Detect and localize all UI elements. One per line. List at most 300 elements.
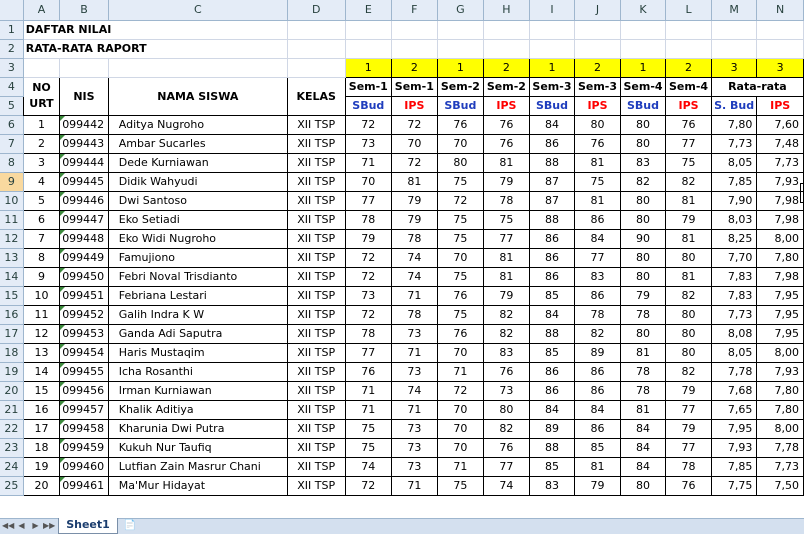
cell-score[interactable]: 76 [437, 286, 484, 305]
cell[interactable] [529, 39, 575, 58]
cell-nis[interactable]: 099455 [60, 362, 109, 381]
cell-score[interactable]: 75 [437, 210, 484, 229]
cell-nama-siswa[interactable]: Aditya Nugroho [108, 115, 287, 134]
row-header[interactable]: 4 [0, 77, 23, 96]
cell-no-urut[interactable]: 14 [23, 362, 59, 381]
row-header[interactable]: 6 [0, 115, 23, 134]
cell-score[interactable]: 82 [666, 362, 712, 381]
row-header[interactable]: 25 [0, 476, 23, 495]
cell-score[interactable]: 84 [575, 400, 621, 419]
cell-score[interactable]: 77 [345, 191, 392, 210]
cell-no-urut[interactable]: 6 [23, 210, 59, 229]
cell-kelas[interactable]: XII TSP [287, 400, 345, 419]
cell[interactable] [757, 20, 804, 39]
cell-kelas[interactable]: XII TSP [287, 229, 345, 248]
header-subject-sbud[interactable]: SBud [345, 96, 392, 115]
cell-score[interactable]: 76 [666, 476, 712, 495]
cell-average-sbud[interactable]: 7,93 [711, 438, 757, 457]
cell-no-urut[interactable]: 20 [23, 476, 59, 495]
cell-no-urut[interactable]: 10 [23, 286, 59, 305]
cell-score[interactable]: 77 [484, 457, 530, 476]
cell-kelas[interactable]: XII TSP [287, 381, 345, 400]
cell-score[interactable]: 76 [484, 134, 530, 153]
row-header[interactable]: 1 [0, 20, 23, 39]
column-header-e[interactable]: E [345, 0, 392, 20]
cell[interactable] [575, 20, 621, 39]
cell-score[interactable]: 86 [575, 381, 621, 400]
cell-score[interactable]: 76 [437, 324, 484, 343]
cell-score[interactable]: 81 [484, 267, 530, 286]
cell-nis[interactable]: 099459 [60, 438, 109, 457]
cell-no-urut[interactable]: 5 [23, 191, 59, 210]
cell-average-ips[interactable]: 7,60 [757, 115, 804, 134]
cell-nama-siswa[interactable]: Lutfian Zain Masrur Chani [108, 457, 287, 476]
header-nis[interactable]: NIS [60, 77, 109, 115]
cell-nis[interactable]: 099452 [60, 305, 109, 324]
cell-score[interactable]: 80 [620, 134, 666, 153]
cell-kelas[interactable]: XII TSP [287, 305, 345, 324]
cell-score[interactable]: 74 [484, 476, 530, 495]
cell-score[interactable]: 74 [392, 267, 438, 286]
cell-kelas[interactable]: XII TSP [287, 267, 345, 286]
cell[interactable] [757, 39, 804, 58]
cell-nis[interactable]: 099444 [60, 153, 109, 172]
cell-score[interactable]: 86 [529, 248, 575, 267]
header-semester[interactable]: Sem-1 [392, 77, 438, 96]
cell-nama-siswa[interactable]: Ma'Mur Hidayat [108, 476, 287, 495]
cell-score[interactable]: 82 [575, 324, 621, 343]
cell[interactable] [345, 20, 392, 39]
cell-score[interactable]: 86 [529, 267, 575, 286]
cell-score[interactable]: 80 [620, 191, 666, 210]
cell-average-ips[interactable]: 7,93 [757, 362, 804, 381]
cell-score[interactable]: 85 [529, 286, 575, 305]
cell-no-urut[interactable]: 17 [23, 419, 59, 438]
cell-nis[interactable]: 099445 [60, 172, 109, 191]
cell-score[interactable]: 81 [575, 457, 621, 476]
cell-average-ips[interactable]: 7,98 [757, 191, 804, 210]
cell-score[interactable]: 78 [620, 381, 666, 400]
cell-score[interactable]: 86 [575, 286, 621, 305]
cell-score[interactable]: 76 [437, 115, 484, 134]
cell[interactable] [484, 39, 530, 58]
cell-score[interactable]: 71 [437, 362, 484, 381]
cell[interactable] [666, 20, 712, 39]
cell-kelas[interactable]: XII TSP [287, 134, 345, 153]
cell-nama-siswa[interactable]: Ganda Adi Saputra [108, 324, 287, 343]
column-header-b[interactable]: B [60, 0, 109, 20]
cell-no-urut[interactable]: 11 [23, 305, 59, 324]
header-subject-ips[interactable]: IPS [757, 96, 804, 115]
cell-score[interactable]: 90 [620, 229, 666, 248]
cell[interactable] [287, 39, 345, 58]
cell-average-ips[interactable]: 7,48 [757, 134, 804, 153]
cell-average-sbud[interactable]: 7,70 [711, 248, 757, 267]
cell-score[interactable]: 70 [437, 248, 484, 267]
cell-score[interactable]: 82 [484, 419, 530, 438]
cell-average-ips[interactable]: 7,98 [757, 267, 804, 286]
cell-score[interactable]: 70 [437, 419, 484, 438]
cell-score[interactable]: 77 [666, 400, 712, 419]
cell-no-urut[interactable]: 19 [23, 457, 59, 476]
semester-code-cell[interactable]: 3 [757, 58, 804, 77]
semester-code-cell[interactable]: 1 [620, 58, 666, 77]
cell-average-ips[interactable]: 7,50 [757, 476, 804, 495]
cell-score[interactable]: 72 [345, 476, 392, 495]
cell-score[interactable]: 79 [484, 286, 530, 305]
cell-score[interactable]: 84 [529, 115, 575, 134]
column-header-h[interactable]: H [484, 0, 530, 20]
row-header[interactable]: 17 [0, 324, 23, 343]
cell-score[interactable]: 71 [437, 457, 484, 476]
column-header-k[interactable]: K [620, 0, 666, 20]
cell-score[interactable]: 78 [345, 324, 392, 343]
cell-score[interactable]: 70 [437, 343, 484, 362]
cell[interactable] [23, 58, 59, 77]
cell-kelas[interactable]: XII TSP [287, 286, 345, 305]
next-sheet-icon[interactable]: ▶ [32, 521, 39, 530]
header-subject-sbud[interactable]: S. Bud [711, 96, 757, 115]
cell-score[interactable]: 71 [392, 343, 438, 362]
cell-kelas[interactable]: XII TSP [287, 210, 345, 229]
cell-score[interactable]: 85 [529, 457, 575, 476]
cell[interactable] [392, 39, 438, 58]
cell-score[interactable]: 80 [575, 115, 621, 134]
cell-no-urut[interactable]: 16 [23, 400, 59, 419]
cell-score[interactable]: 79 [620, 286, 666, 305]
row-header[interactable]: 13 [0, 248, 23, 267]
cell-nama-siswa[interactable]: Icha Rosanthi [108, 362, 287, 381]
cell-score[interactable]: 76 [575, 134, 621, 153]
cell-score[interactable]: 74 [392, 248, 438, 267]
header-subject-ips[interactable]: IPS [484, 96, 530, 115]
row-header[interactable]: 10 [0, 191, 23, 210]
semester-code-cell[interactable]: 1 [529, 58, 575, 77]
cell-kelas[interactable]: XII TSP [287, 362, 345, 381]
cell-score[interactable]: 73 [392, 457, 438, 476]
cell-score[interactable]: 81 [666, 191, 712, 210]
cell-score[interactable]: 81 [575, 191, 621, 210]
cell[interactable] [287, 58, 345, 77]
cell-no-urut[interactable]: 2 [23, 134, 59, 153]
cell-average-ips[interactable]: 7,80 [757, 381, 804, 400]
cell-nama-siswa[interactable]: Khalik Aditiya [108, 400, 287, 419]
cell-score[interactable]: 80 [620, 115, 666, 134]
cell-score[interactable]: 72 [345, 305, 392, 324]
header-subject-sbud[interactable]: SBud [437, 96, 484, 115]
header-rata-rata[interactable]: Rata-rata [711, 77, 803, 96]
cell-kelas[interactable]: XII TSP [287, 191, 345, 210]
cell-no-urut[interactable]: 1 [23, 115, 59, 134]
row-header[interactable]: 7 [0, 134, 23, 153]
cell-score[interactable]: 80 [437, 153, 484, 172]
cell-average-sbud[interactable]: 8,05 [711, 343, 757, 362]
cell-score[interactable]: 80 [620, 324, 666, 343]
cell-no-urut[interactable]: 4 [23, 172, 59, 191]
sheet-subtitle[interactable]: RATA-RATA RAPORT [23, 39, 287, 58]
cell[interactable] [666, 39, 712, 58]
row-header[interactable]: 12 [0, 229, 23, 248]
row-header[interactable]: 19 [0, 362, 23, 381]
cell-nama-siswa[interactable]: Haris Mustaqim [108, 343, 287, 362]
cell-score[interactable]: 80 [666, 343, 712, 362]
cell-average-sbud[interactable]: 7,83 [711, 286, 757, 305]
cell-average-ips[interactable]: 7,95 [757, 324, 804, 343]
column-header-n[interactable]: N [757, 0, 804, 20]
cell-score[interactable]: 79 [392, 191, 438, 210]
cell-average-sbud[interactable]: 7,73 [711, 305, 757, 324]
semester-code-cell[interactable]: 2 [392, 58, 438, 77]
header-semester[interactable]: Sem-2 [437, 77, 484, 96]
header-subject-ips[interactable]: IPS [666, 96, 712, 115]
cell[interactable] [108, 58, 287, 77]
row-header[interactable]: 18 [0, 343, 23, 362]
cell-score[interactable]: 80 [620, 267, 666, 286]
cell-no-urut[interactable]: 9 [23, 267, 59, 286]
cell-score[interactable]: 86 [575, 419, 621, 438]
row-header[interactable]: 21 [0, 400, 23, 419]
cell-nis[interactable]: 099454 [60, 343, 109, 362]
row-header[interactable]: 2 [0, 39, 23, 58]
cell-score[interactable]: 73 [392, 324, 438, 343]
cell[interactable] [60, 58, 109, 77]
cell-score[interactable]: 79 [666, 210, 712, 229]
cell-score[interactable]: 75 [666, 153, 712, 172]
cell-score[interactable]: 79 [666, 381, 712, 400]
cell-nama-siswa[interactable]: Kukuh Nur Taufiq [108, 438, 287, 457]
cell-score[interactable]: 82 [620, 172, 666, 191]
cell-score[interactable]: 81 [484, 248, 530, 267]
cell[interactable] [711, 20, 757, 39]
cell-score[interactable]: 80 [620, 476, 666, 495]
cell-nis[interactable]: 099449 [60, 248, 109, 267]
cell-score[interactable]: 77 [575, 248, 621, 267]
cell-kelas[interactable]: XII TSP [287, 457, 345, 476]
cell-score[interactable]: 82 [484, 324, 530, 343]
cell-score[interactable]: 84 [529, 400, 575, 419]
cell-score[interactable]: 71 [345, 381, 392, 400]
cell-score[interactable]: 76 [666, 115, 712, 134]
column-header-i[interactable]: I [529, 0, 575, 20]
row-header[interactable]: 9 [0, 172, 23, 191]
cell[interactable] [345, 39, 392, 58]
cell-score[interactable]: 86 [529, 362, 575, 381]
cell-score[interactable]: 72 [392, 153, 438, 172]
header-semester[interactable]: Sem-2 [484, 77, 530, 96]
cell[interactable] [620, 20, 666, 39]
row-header[interactable]: 11 [0, 210, 23, 229]
cell-nama-siswa[interactable]: Febriana Lestari [108, 286, 287, 305]
cell-score[interactable]: 86 [575, 362, 621, 381]
cell-score[interactable]: 86 [529, 229, 575, 248]
cell-average-ips[interactable]: 7,98 [757, 210, 804, 229]
cell-score[interactable]: 81 [620, 400, 666, 419]
cell-no-urut[interactable]: 15 [23, 381, 59, 400]
cell-score[interactable]: 73 [392, 362, 438, 381]
cell[interactable] [437, 20, 484, 39]
cell-score[interactable]: 87 [529, 172, 575, 191]
cell-score[interactable]: 82 [666, 172, 712, 191]
column-header-g[interactable]: G [437, 0, 484, 20]
cell[interactable] [711, 39, 757, 58]
cell-average-sbud[interactable]: 7,80 [711, 115, 757, 134]
cell-score[interactable]: 86 [529, 134, 575, 153]
cell-nis[interactable]: 099456 [60, 381, 109, 400]
cell-score[interactable]: 71 [392, 286, 438, 305]
cell-nis[interactable]: 099450 [60, 267, 109, 286]
cell-average-sbud[interactable]: 7,75 [711, 476, 757, 495]
cell-score[interactable]: 84 [529, 305, 575, 324]
cell-score[interactable]: 73 [392, 438, 438, 457]
select-all-corner[interactable] [0, 0, 23, 20]
cell-kelas[interactable]: XII TSP [287, 248, 345, 267]
cell-score[interactable]: 77 [484, 229, 530, 248]
row-header[interactable]: 3 [0, 58, 23, 77]
header-semester[interactable]: Sem-3 [529, 77, 575, 96]
cell-score[interactable]: 79 [345, 229, 392, 248]
cell-nis[interactable]: 099442 [60, 115, 109, 134]
column-header-m[interactable]: M [711, 0, 757, 20]
cell-score[interactable]: 79 [392, 210, 438, 229]
cell-score[interactable]: 78 [620, 305, 666, 324]
cell-score[interactable]: 88 [529, 324, 575, 343]
row-header[interactable]: 22 [0, 419, 23, 438]
cell-score[interactable]: 83 [620, 153, 666, 172]
cell-score[interactable]: 80 [666, 248, 712, 267]
cell-kelas[interactable]: XII TSP [287, 324, 345, 343]
cell-score[interactable]: 75 [575, 172, 621, 191]
cell-score[interactable]: 71 [392, 400, 438, 419]
cell-score[interactable]: 83 [575, 267, 621, 286]
cell[interactable] [484, 20, 530, 39]
cell-score[interactable]: 76 [484, 115, 530, 134]
cell-nis[interactable]: 099457 [60, 400, 109, 419]
header-semester[interactable]: Sem-4 [666, 77, 712, 96]
cell-score[interactable]: 80 [620, 210, 666, 229]
cell-score[interactable]: 77 [666, 134, 712, 153]
cell-average-sbud[interactable]: 8,08 [711, 324, 757, 343]
cell-no-urut[interactable]: 7 [23, 229, 59, 248]
cell-score[interactable]: 78 [666, 457, 712, 476]
cell-average-ips[interactable]: 7,95 [757, 305, 804, 324]
cell-score[interactable]: 72 [345, 115, 392, 134]
cell-score[interactable]: 70 [345, 172, 392, 191]
cell-score[interactable]: 76 [484, 438, 530, 457]
cell-average-ips[interactable]: 7,93 [757, 172, 804, 191]
cell-nama-siswa[interactable]: Irman Kurniawan [108, 381, 287, 400]
cell-nis[interactable]: 099460 [60, 457, 109, 476]
cell-average-sbud[interactable]: 7,90 [711, 191, 757, 210]
prev-sheet-icon[interactable]: ◀ [18, 521, 25, 530]
column-header-c[interactable]: C [108, 0, 287, 20]
cell-average-sbud[interactable]: 7,73 [711, 134, 757, 153]
cell-nama-siswa[interactable]: Kharunia Dwi Putra [108, 419, 287, 438]
semester-code-cell[interactable]: 1 [345, 58, 392, 77]
cell-score[interactable]: 82 [484, 305, 530, 324]
cell-score[interactable]: 72 [437, 381, 484, 400]
first-sheet-icon[interactable]: ◀◀ [2, 521, 15, 530]
header-nama-siswa[interactable]: NAMA SISWA [108, 77, 287, 115]
cell-score[interactable]: 71 [345, 400, 392, 419]
cell-score[interactable]: 71 [392, 476, 438, 495]
cell-score[interactable]: 78 [345, 210, 392, 229]
cell[interactable] [620, 39, 666, 58]
cell-score[interactable]: 81 [666, 229, 712, 248]
cell-nis[interactable]: 099453 [60, 324, 109, 343]
cell-kelas[interactable]: XII TSP [287, 172, 345, 191]
cell-kelas[interactable]: XII TSP [287, 476, 345, 495]
header-semester[interactable]: Sem-4 [620, 77, 666, 96]
cell-score[interactable]: 72 [345, 267, 392, 286]
cell-nama-siswa[interactable]: Eko Setiadi [108, 210, 287, 229]
column-header-f[interactable]: F [392, 0, 438, 20]
cell-score[interactable]: 76 [345, 362, 392, 381]
cell-average-ips[interactable]: 7,73 [757, 153, 804, 172]
cell-no-urut[interactable]: 8 [23, 248, 59, 267]
cell-score[interactable]: 81 [484, 153, 530, 172]
cell-average-sbud[interactable]: 7,65 [711, 400, 757, 419]
cell-score[interactable]: 77 [666, 438, 712, 457]
cell-score[interactable]: 70 [437, 400, 484, 419]
cell-score[interactable]: 79 [484, 172, 530, 191]
cell-nama-siswa[interactable]: Galih Indra K W [108, 305, 287, 324]
cell-score[interactable]: 73 [484, 381, 530, 400]
header-subject-ips[interactable]: IPS [392, 96, 438, 115]
cell-score[interactable]: 75 [437, 229, 484, 248]
cell-nama-siswa[interactable]: Eko Widi Nugroho [108, 229, 287, 248]
cell-average-ips[interactable]: 7,80 [757, 400, 804, 419]
cell-score[interactable]: 77 [345, 343, 392, 362]
header-no-urut[interactable]: NO URT [23, 77, 59, 115]
column-header-j[interactable]: J [575, 0, 621, 20]
cell-score[interactable]: 84 [620, 457, 666, 476]
cell-average-ips[interactable]: 8,00 [757, 343, 804, 362]
cell-score[interactable]: 75 [345, 438, 392, 457]
cell-score[interactable]: 89 [529, 419, 575, 438]
cell-score[interactable]: 75 [437, 267, 484, 286]
cell-score[interactable]: 81 [575, 153, 621, 172]
cell-kelas[interactable]: XII TSP [287, 115, 345, 134]
cell-no-urut[interactable]: 18 [23, 438, 59, 457]
cell-score[interactable]: 88 [529, 153, 575, 172]
cell-score[interactable]: 78 [620, 362, 666, 381]
cell-no-urut[interactable]: 3 [23, 153, 59, 172]
cell-score[interactable]: 80 [484, 400, 530, 419]
cell-average-sbud[interactable]: 8,03 [711, 210, 757, 229]
cell-score[interactable]: 75 [345, 419, 392, 438]
cell-nama-siswa[interactable]: Dede Kurniawan [108, 153, 287, 172]
cell-nama-siswa[interactable]: Ambar Sucarles [108, 134, 287, 153]
cell-average-ips[interactable]: 8,00 [757, 229, 804, 248]
cell-score[interactable]: 84 [575, 229, 621, 248]
cell-nis[interactable]: 099447 [60, 210, 109, 229]
cell[interactable] [392, 20, 438, 39]
cell-score[interactable]: 72 [437, 191, 484, 210]
cell-average-sbud[interactable]: 7,78 [711, 362, 757, 381]
cell-nama-siswa[interactable]: Didik Wahyudi [108, 172, 287, 191]
cell-score[interactable]: 70 [392, 134, 438, 153]
cell-score[interactable]: 88 [529, 210, 575, 229]
header-subject-sbud[interactable]: SBud [620, 96, 666, 115]
cell-score[interactable]: 81 [666, 267, 712, 286]
semester-code-cell[interactable]: 1 [437, 58, 484, 77]
cell-nama-siswa[interactable]: Famujiono [108, 248, 287, 267]
cell-score[interactable]: 72 [392, 115, 438, 134]
cell-score[interactable]: 74 [345, 457, 392, 476]
cell-score[interactable]: 70 [437, 438, 484, 457]
cell-nama-siswa[interactable]: Febri Noval Trisdianto [108, 267, 287, 286]
cell-average-sbud[interactable]: 7,68 [711, 381, 757, 400]
